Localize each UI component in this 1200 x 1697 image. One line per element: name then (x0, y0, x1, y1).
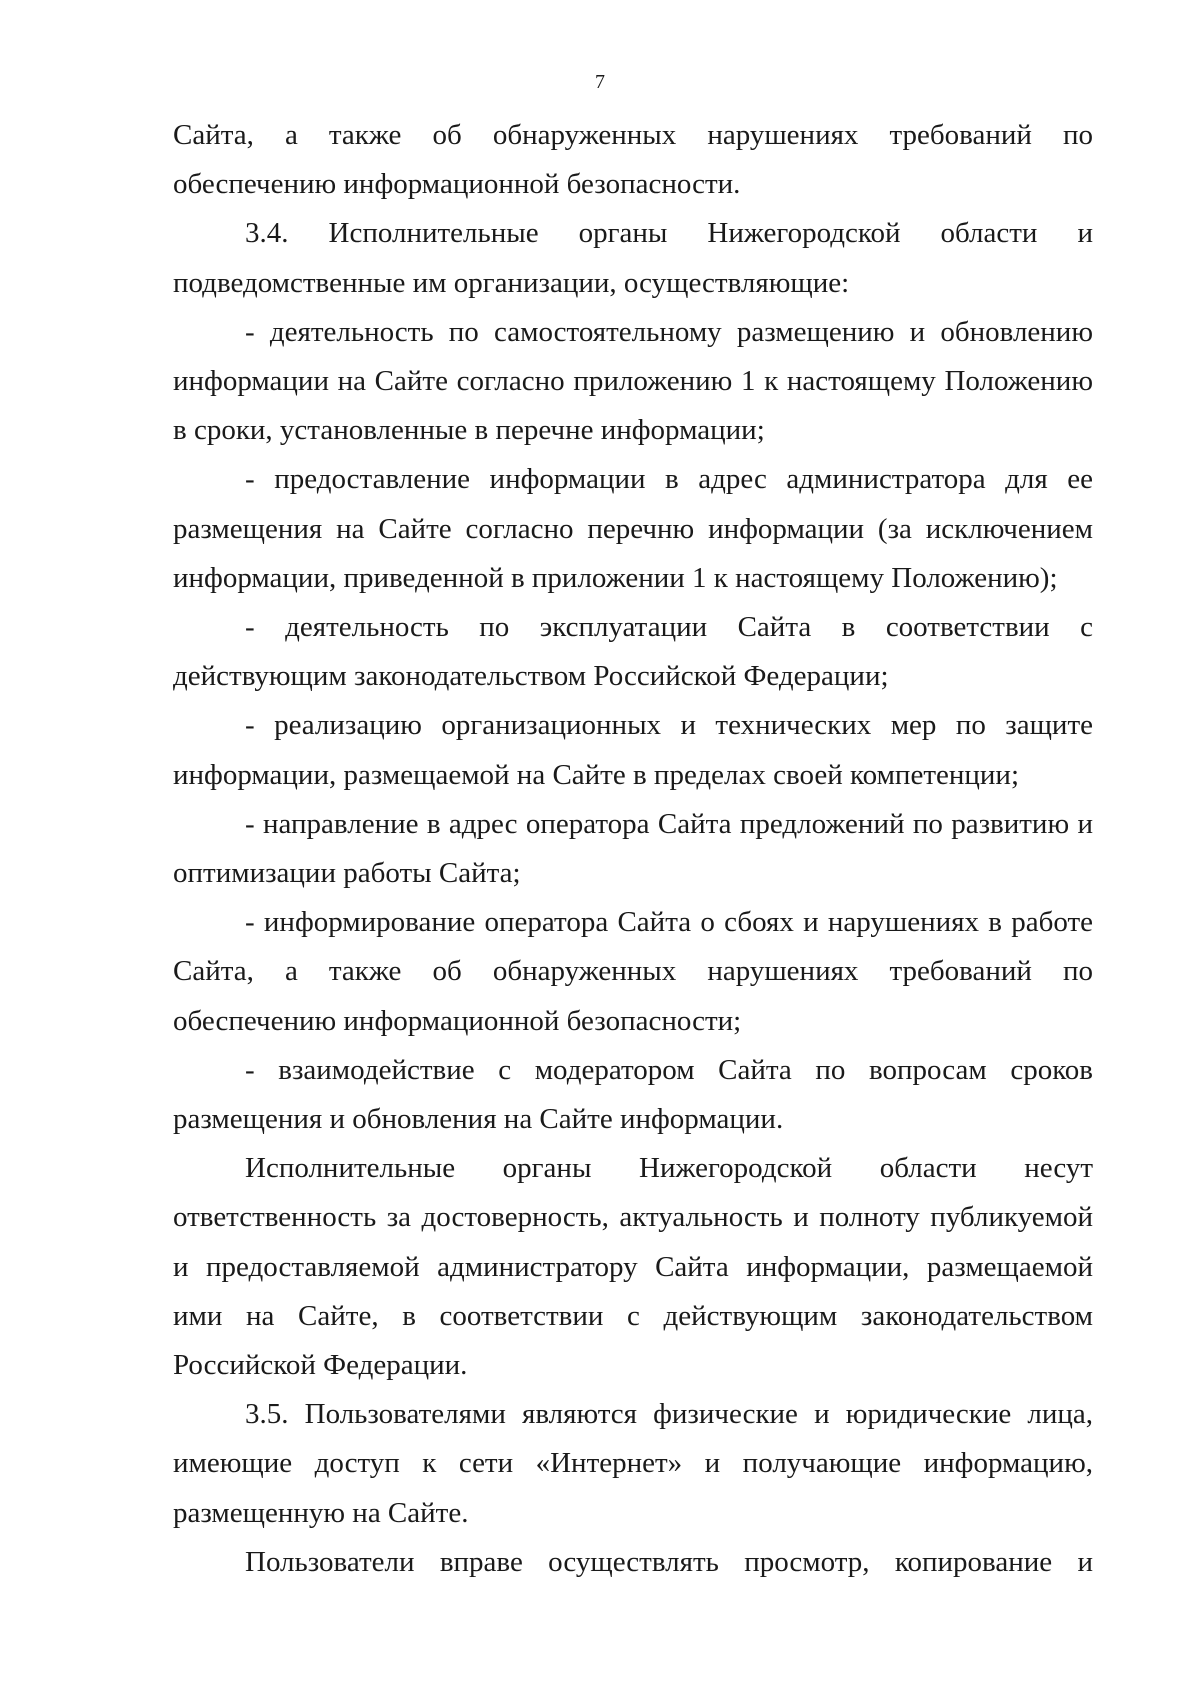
paragraph-continuation: Сайта, а также об обнаруженных нарушениях требований по обеспечению информационной безопасности. (173, 119, 1093, 201)
list-item-informing-operator: - информирование оператора Сайта о сбоях и нарушениях в работе Сайта, а также об обнаруженных нарушениях требований по обеспечению информационной безопасности; (173, 906, 1093, 1037)
paragraph-users-rights: Пользователи вправе осуществлять просмотр, копирование и (245, 1545, 1093, 1578)
page-number: 7 (595, 71, 605, 93)
list-item-protection-measures: - реализацию организационных и технических мер по защите информации, размещаемой на Сайте в пределах своей компетенции; (173, 709, 1093, 791)
list-item-moderator-interaction: - взаимодействие с модератором Сайта по вопросам сроков размещения и обновления на Сайте информации. (173, 1053, 1093, 1136)
paragraph-section-3-4: 3.4. Исполнительные органы Нижегородской области и подведомственные им организации, осуществляющие: (173, 217, 1093, 299)
list-item-proposals: - направление в адрес оператора Сайта предложений по развитию и оптимизации работы Сайта; (173, 807, 1093, 890)
list-item-operation: - деятельность по эксплуатации Сайта в соответствии с действующим законодательством Российской Федерации; (173, 611, 1093, 693)
document-body (173, 111, 1093, 1587)
paragraph-section-3-5: 3.5. Пользователями являются физические и юридические лица, имеющие доступ к сети «Интернет» и получающие информацию, размещенную на Сайте. (173, 1398, 1093, 1529)
list-item-providing-info: - предоставление информации в адрес администратора для ее размещения на Сайте согласно перечню информации (за исключением информации, приведенной в приложении 1 к настоящему Положению); (173, 463, 1093, 594)
paragraph-responsibility: Исполнительные органы Нижегородской области несут ответственность за достоверность, актуальность и полноту публикуемой и предоставляемой администратору Сайта информации, размещаемой ими на Сайте, в соответствии с действующим законодательством Российской Федерации. (173, 1152, 1093, 1382)
list-item-self-publishing: - деятельность по самостоятельному размещению и обновлению информации на Сайте согласно приложению 1 к настоящему Положению в сроки, установленные в перечне информации; (173, 315, 1093, 447)
